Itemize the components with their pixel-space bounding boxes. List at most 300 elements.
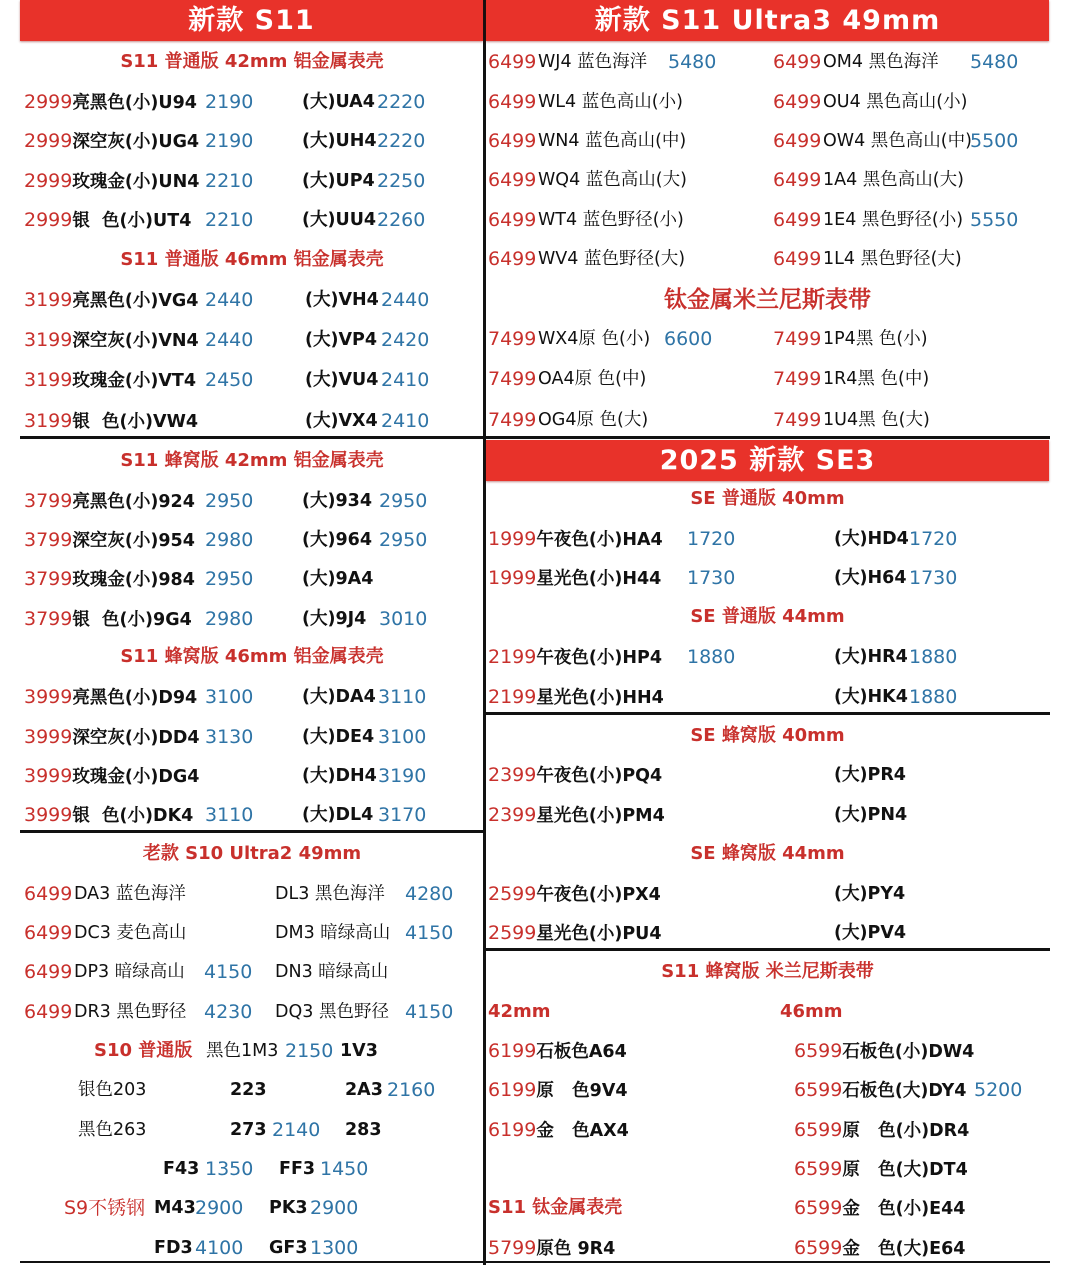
table-row: [20, 1234, 484, 1262]
stock-value: 2210: [205, 170, 254, 192]
section-title: SE 普通版 40mm: [690, 488, 845, 509]
model-code-large: (大)UU4: [302, 210, 377, 230]
price: 3199: [24, 410, 73, 432]
table-row: [20, 1076, 484, 1104]
model-code: 黑色263: [78, 1120, 147, 1140]
table-row: [24, 286, 484, 314]
model-code: 亮黑色(小)924: [72, 492, 195, 512]
model-code: M43: [154, 1198, 196, 1218]
model-code: 1V3: [340, 1041, 378, 1061]
model-code-2: 1E4 黑色野径(小): [823, 210, 964, 230]
table-row: [794, 1116, 1049, 1144]
stock-value: 3100: [205, 686, 254, 708]
model-code: 金 色AX4: [536, 1121, 629, 1141]
model-code-large: (大)HK4: [834, 687, 908, 707]
section-divider: [20, 830, 484, 833]
model-code: 金 色(小)E44: [842, 1199, 966, 1219]
model-code-large: (大)PN4: [834, 805, 908, 825]
model-code: 原色 9R4: [536, 1239, 616, 1259]
model-code-2: OU4 黑色高山(小): [823, 92, 968, 112]
model-code: OA4原 色(中): [538, 369, 647, 389]
price: 6599: [794, 1040, 843, 1062]
price: 6499: [488, 51, 537, 73]
model-code: DP3 暗绿高山: [74, 962, 185, 982]
stock-value: 1350: [205, 1158, 254, 1180]
stock-value: 3130: [205, 726, 254, 748]
model-code-large: (大)964: [302, 530, 373, 550]
price: 2199: [488, 686, 537, 708]
item-left: [24, 127, 199, 156]
stock-value: 4150: [204, 961, 253, 983]
stock-value-large: 2440: [381, 289, 430, 311]
model-code-large: (大)H64: [834, 568, 907, 588]
model-code: 原 色9V4: [536, 1081, 628, 1101]
model-code-2: DM3 暗绿高山: [275, 923, 391, 943]
table-row: [488, 88, 1048, 116]
model-code: DR3 黑色野径: [74, 1002, 187, 1022]
stock-value: 2900: [310, 1197, 359, 1219]
table-row: [794, 1155, 1049, 1183]
price: 7499: [488, 368, 537, 390]
table-row: [24, 127, 484, 155]
stock-value-large: 1880: [909, 686, 958, 708]
table-row: [24, 366, 484, 394]
table-row: [488, 1116, 768, 1144]
item-left: [24, 326, 199, 355]
stock-value-large: 2260: [377, 209, 426, 231]
item: [794, 1116, 969, 1145]
model-code-large: (大)HD4: [834, 529, 909, 549]
model-code-2: 1L4 黑色野径(大): [823, 249, 962, 269]
stock-value: 2140: [272, 1119, 321, 1141]
model-code-large: (大)DA4: [302, 687, 376, 707]
stock-value-large: 2420: [381, 329, 430, 351]
table-row: [24, 880, 484, 908]
item-left: [24, 565, 195, 594]
price: 3199: [24, 369, 73, 391]
stock-value: 2190: [205, 130, 254, 152]
stock-value-large: 3170: [378, 804, 427, 826]
model-label: S9不锈钢: [64, 1197, 146, 1219]
model-code: 金 色(大)E64: [842, 1239, 966, 1259]
price: 6499: [24, 961, 73, 983]
stock-value: 2190: [205, 91, 254, 113]
item-left: [24, 487, 195, 516]
table-row: [20, 1194, 484, 1222]
price: 2599: [488, 883, 537, 905]
item-left: [488, 801, 665, 830]
table-row: [24, 762, 484, 790]
table-row: [24, 526, 484, 554]
stock-value: 3110: [205, 804, 254, 826]
table-row: [488, 525, 1048, 553]
price: 6499: [488, 91, 537, 113]
model-code-large: (大)PV4: [834, 923, 907, 943]
model-code-large: (大)UH4: [302, 131, 377, 151]
section-divider: [484, 712, 1050, 715]
table-row: [24, 206, 484, 234]
price: 6499: [488, 130, 537, 152]
item-left: [24, 88, 197, 117]
price-2: 6499: [773, 169, 822, 191]
table-row: [794, 1194, 1049, 1222]
stock-value: 1720: [687, 528, 736, 550]
model-code: F43: [163, 1159, 200, 1179]
model-code: DC3 麦色高山: [74, 923, 187, 943]
table-row: [794, 1037, 1049, 1065]
model-code-2: 1U4黑 色(大): [823, 410, 930, 430]
price: 3999: [24, 686, 73, 708]
item-left: [24, 683, 197, 712]
table-row: [24, 88, 484, 116]
size-label: 42mm: [488, 1001, 551, 1022]
section-title: S11 蜂窝版 42mm 铝金属表壳: [120, 450, 384, 471]
stock-value-2: 5500: [970, 130, 1019, 152]
price: 3799: [24, 608, 73, 630]
price-2: 7499: [773, 409, 822, 431]
table-row: [488, 1234, 768, 1262]
stock-value: 2160: [387, 1079, 436, 1101]
model-code: 273: [230, 1120, 267, 1140]
model-code: 亮黑色(小)VG4: [72, 291, 199, 311]
model-code: FF3: [279, 1159, 316, 1179]
section-title: SE 蜂窝版 40mm: [690, 725, 845, 746]
model-code-large: (大)VP4: [305, 330, 378, 350]
price: 1999: [488, 528, 537, 550]
table-row: [488, 801, 1048, 829]
price: 3199: [24, 289, 73, 311]
price: 3999: [24, 726, 73, 748]
table-row: [24, 919, 484, 947]
model-code: 石板色(小)DW4: [842, 1042, 975, 1062]
stock-value-large: 1720: [909, 528, 958, 550]
table-row: [488, 880, 1048, 908]
price-2: 6499: [773, 248, 822, 270]
model-code: FD3: [154, 1238, 193, 1258]
stock-value: 1880: [687, 646, 736, 668]
model-code: OG4原 色(大): [538, 410, 649, 430]
price: 6499: [24, 1001, 73, 1023]
table-row: [24, 801, 484, 829]
banner-s11: 新款 S11: [20, 0, 483, 41]
section-title: 钛金属米兰尼斯表带: [664, 287, 871, 313]
price: 2399: [488, 804, 537, 826]
model-code: 玫瑰金(小)UN4: [72, 172, 200, 192]
model-code-2: 1A4 黑色高山(大): [823, 170, 964, 190]
model-code: WT4 蓝色野径(小): [538, 210, 684, 230]
model-code: 原 色(小)DR4: [842, 1121, 970, 1141]
price: 3799: [24, 529, 73, 551]
model-code-large: (大)PR4: [834, 765, 906, 785]
model-code: GF3: [269, 1238, 308, 1258]
model-code: 石板色A64: [536, 1042, 627, 1062]
item-left: [24, 605, 192, 634]
model-code-large: (大)9A4: [302, 569, 374, 589]
stock-value: 2900: [195, 1197, 244, 1219]
model-code: WV4 蓝色野径(大): [538, 249, 686, 269]
table-row: [488, 206, 1048, 234]
model-code: 银 色(小)9G4: [72, 610, 192, 630]
price: 6499: [24, 883, 73, 905]
model-code: 星光色(小)H44: [536, 569, 662, 589]
stock-value-large: 2410: [381, 410, 430, 432]
price-2: 6499: [773, 130, 822, 152]
model-code-large: (大)DE4: [302, 727, 375, 747]
item-left: [24, 723, 200, 752]
stock-value: 6600: [664, 328, 713, 350]
banner-s11-ultra3: 新款 S11 Ultra3 49mm: [486, 0, 1049, 41]
price: 2599: [488, 922, 537, 944]
item-left: [488, 880, 661, 909]
model-code: WJ4 蓝色海洋: [538, 52, 648, 72]
price: 1999: [488, 567, 537, 589]
item-left: [24, 167, 199, 196]
model-code: 银色203: [78, 1080, 147, 1100]
item-left: [24, 286, 198, 315]
model-code: 玫瑰金(小)984: [72, 570, 195, 590]
table-row: [24, 167, 484, 195]
model-code: 原 色(大)DT4: [842, 1160, 968, 1180]
price: 2999: [24, 130, 73, 152]
table-row: [24, 326, 484, 354]
table-row: [24, 407, 484, 435]
stock-value: 2210: [205, 209, 254, 231]
model-code: WL4 蓝色高山(小): [538, 92, 683, 112]
stock-value: 2950: [205, 568, 254, 590]
model-code-2: OM4 黑色海洋: [823, 52, 939, 72]
price: 3799: [24, 568, 73, 590]
stock-value-large: 1730: [909, 567, 958, 589]
model-code: 午夜色(小)PX4: [536, 885, 661, 905]
model-code: 银 色(小)DK4: [72, 806, 194, 826]
stock-value: 2980: [205, 608, 254, 630]
stock-value-large: 3010: [379, 608, 428, 630]
stock-value-2: 5550: [970, 209, 1019, 231]
price: 6499: [488, 209, 537, 231]
model-code: 亮黑色(小)D94: [72, 688, 198, 708]
stock-value: 5200: [974, 1079, 1023, 1101]
stock-value: 1450: [320, 1158, 369, 1180]
model-code: 星光色(小)PM4: [536, 806, 665, 826]
price: 6199: [488, 1119, 537, 1141]
table-row: [488, 325, 1048, 353]
model-code: 深空灰(小)UG4: [72, 132, 200, 152]
item-left: [24, 206, 191, 235]
table-row: [794, 1076, 1049, 1104]
section-divider: [20, 436, 484, 439]
price: 7499: [488, 328, 537, 350]
item-left: [488, 683, 664, 712]
stock-value: 2440: [205, 289, 254, 311]
price: 2199: [488, 646, 537, 668]
model-code: 星光色(小)PU4: [536, 924, 662, 944]
stock-value: 2150: [285, 1040, 334, 1062]
model-code: 银 色(小)UT4: [72, 211, 192, 231]
model-code: WQ4 蓝色高山(大): [538, 170, 687, 190]
banner-se3: 2025 新款 SE3: [486, 440, 1049, 481]
price: 6599: [794, 1079, 843, 1101]
model-label: S10 普通版: [94, 1040, 193, 1061]
table-row: [488, 48, 1048, 76]
model-code-2: 1R4黑 色(中): [823, 369, 930, 389]
stock-value-large: 3190: [378, 765, 427, 787]
section-title: S11 普通版 46mm 铝金属表壳: [120, 249, 384, 270]
stock-value: 2980: [205, 529, 254, 551]
price: 6499: [488, 248, 537, 270]
model-code: 星光色(小)HH4: [536, 688, 664, 708]
model-code: 午夜色(小)HP4: [536, 648, 663, 668]
model-code-2: OW4 黑色高山(中): [823, 131, 972, 151]
stock-value: 1730: [687, 567, 736, 589]
price: 6199: [488, 1079, 537, 1101]
model-code: 283: [345, 1120, 382, 1140]
table-row: [488, 365, 1048, 393]
item: [794, 1076, 966, 1105]
model-code: 银 色(小)VW4: [72, 412, 199, 432]
stock-value: 1300: [310, 1237, 359, 1259]
item-left: [488, 525, 663, 554]
item: [794, 1194, 965, 1223]
table-row: [794, 1234, 1049, 1262]
price-2: 6499: [773, 91, 822, 113]
stock-value-large: 3100: [378, 726, 427, 748]
price: 5799: [488, 1237, 537, 1259]
model-code-2: DQ3 黑色野径: [275, 1002, 389, 1022]
table-row: [24, 565, 484, 593]
size-label: 46mm: [780, 1001, 843, 1022]
table-row: [488, 683, 1048, 711]
price: 2999: [24, 91, 73, 113]
price-2: 7499: [773, 368, 822, 390]
price: 6599: [794, 1158, 843, 1180]
table-row: [20, 1116, 484, 1144]
model-code: DA3 蓝色海洋: [74, 884, 186, 904]
model-code: WX4原 色(小): [538, 329, 651, 349]
section-title: 老款 S10 Ultra2 49mm: [142, 843, 362, 864]
model-code-large: (大)VX4: [305, 411, 378, 431]
price: 2399: [488, 764, 537, 786]
table-row: [24, 723, 484, 751]
table-row: [24, 487, 484, 515]
model-code-large: (大)DL4: [302, 805, 374, 825]
model-code: 黑色1M3: [206, 1041, 279, 1061]
table-row: [24, 958, 484, 986]
item-left: [24, 526, 195, 555]
table-row: [488, 406, 1048, 434]
stock-value: 2440: [205, 329, 254, 351]
table-row: [24, 605, 484, 633]
item-left: [488, 564, 661, 593]
table-row: [488, 761, 1048, 789]
model-code-large: (大)9J4: [302, 609, 367, 629]
stock-value: 2950: [205, 490, 254, 512]
model-code: 2A3: [345, 1080, 383, 1100]
price: 3199: [24, 329, 73, 351]
price: 6599: [794, 1197, 843, 1219]
table-row: [488, 643, 1048, 671]
table-row: [488, 245, 1048, 273]
model-code-2: 1P4黑 色(小): [823, 329, 928, 349]
item-left: [488, 643, 662, 672]
price-2: 7499: [773, 328, 822, 350]
section-title: SE 蜂窝版 44mm: [690, 843, 845, 864]
table-row: [488, 564, 1048, 592]
model-code: WN4 蓝色高山(中): [538, 131, 687, 151]
section-divider: [484, 948, 1050, 951]
stock-value-large: 1880: [909, 646, 958, 668]
price: 3999: [24, 804, 73, 826]
table-row: [20, 1037, 484, 1065]
price: 7499: [488, 409, 537, 431]
section-divider: [484, 436, 1050, 439]
stock-value-2: 4280: [405, 883, 454, 905]
table-row: [488, 127, 1048, 155]
item: [794, 1234, 965, 1263]
price: 2999: [24, 170, 73, 192]
item-left: [24, 801, 193, 830]
model-code-large: (大)934: [302, 491, 373, 511]
model-code: 玫瑰金(小)VT4: [72, 371, 197, 391]
table-row: [24, 683, 484, 711]
model-code: PK3: [269, 1198, 308, 1218]
table-row: [488, 1076, 768, 1104]
item: [794, 1037, 974, 1066]
model-code-large: (大)VU4: [305, 370, 379, 390]
table-row: [24, 998, 484, 1026]
model-code: 223: [230, 1080, 267, 1100]
model-code: 深空灰(小)DD4: [72, 728, 200, 748]
price: 6599: [794, 1237, 843, 1259]
stock-value-large: 2950: [379, 490, 428, 512]
stock-value-large: 2250: [377, 170, 426, 192]
model-code: 午夜色(小)PQ4: [536, 766, 663, 786]
model-code: 玫瑰金(小)DG4: [72, 767, 200, 787]
stock-value-large: 2410: [381, 369, 430, 391]
section-title: S11 蜂窝版 米兰尼斯表带: [661, 961, 874, 982]
price: 6499: [24, 922, 73, 944]
section-title: SE 普通版 44mm: [690, 606, 845, 627]
item-left: [488, 919, 662, 948]
item-left: [24, 762, 199, 791]
section-title: S11 普通版 42mm 铝金属表壳: [120, 51, 384, 72]
price-2: 6499: [773, 51, 822, 73]
model-code: 深空灰(小)VN4: [72, 331, 199, 351]
table-row: [488, 166, 1048, 194]
stock-value: 4100: [195, 1237, 244, 1259]
price: 3799: [24, 490, 73, 512]
price-2: 6499: [773, 209, 822, 231]
price: 6599: [794, 1119, 843, 1141]
item-left: [24, 366, 196, 395]
stock-value: 5480: [668, 51, 717, 73]
item-left: [24, 407, 198, 436]
price: 3999: [24, 765, 73, 787]
section-title: S11 钛金属表壳: [488, 1197, 623, 1218]
price: 6199: [488, 1040, 537, 1062]
price: 2999: [24, 209, 73, 231]
stock-value-large: 2220: [377, 130, 426, 152]
stock-value: 4230: [204, 1001, 253, 1023]
model-code-large: (大)UP4: [302, 171, 375, 191]
model-code-large: (大)VH4: [305, 290, 379, 310]
model-code-2: DN3 暗绿高山: [275, 962, 389, 982]
model-code: 石板色(大)DY4: [842, 1081, 967, 1101]
table-row: [20, 1155, 484, 1183]
item: [794, 1155, 968, 1184]
model-code-large: (大)UA4: [302, 92, 375, 112]
model-code-large: (大)DH4: [302, 766, 377, 786]
stock-value-2: 4150: [405, 1001, 454, 1023]
